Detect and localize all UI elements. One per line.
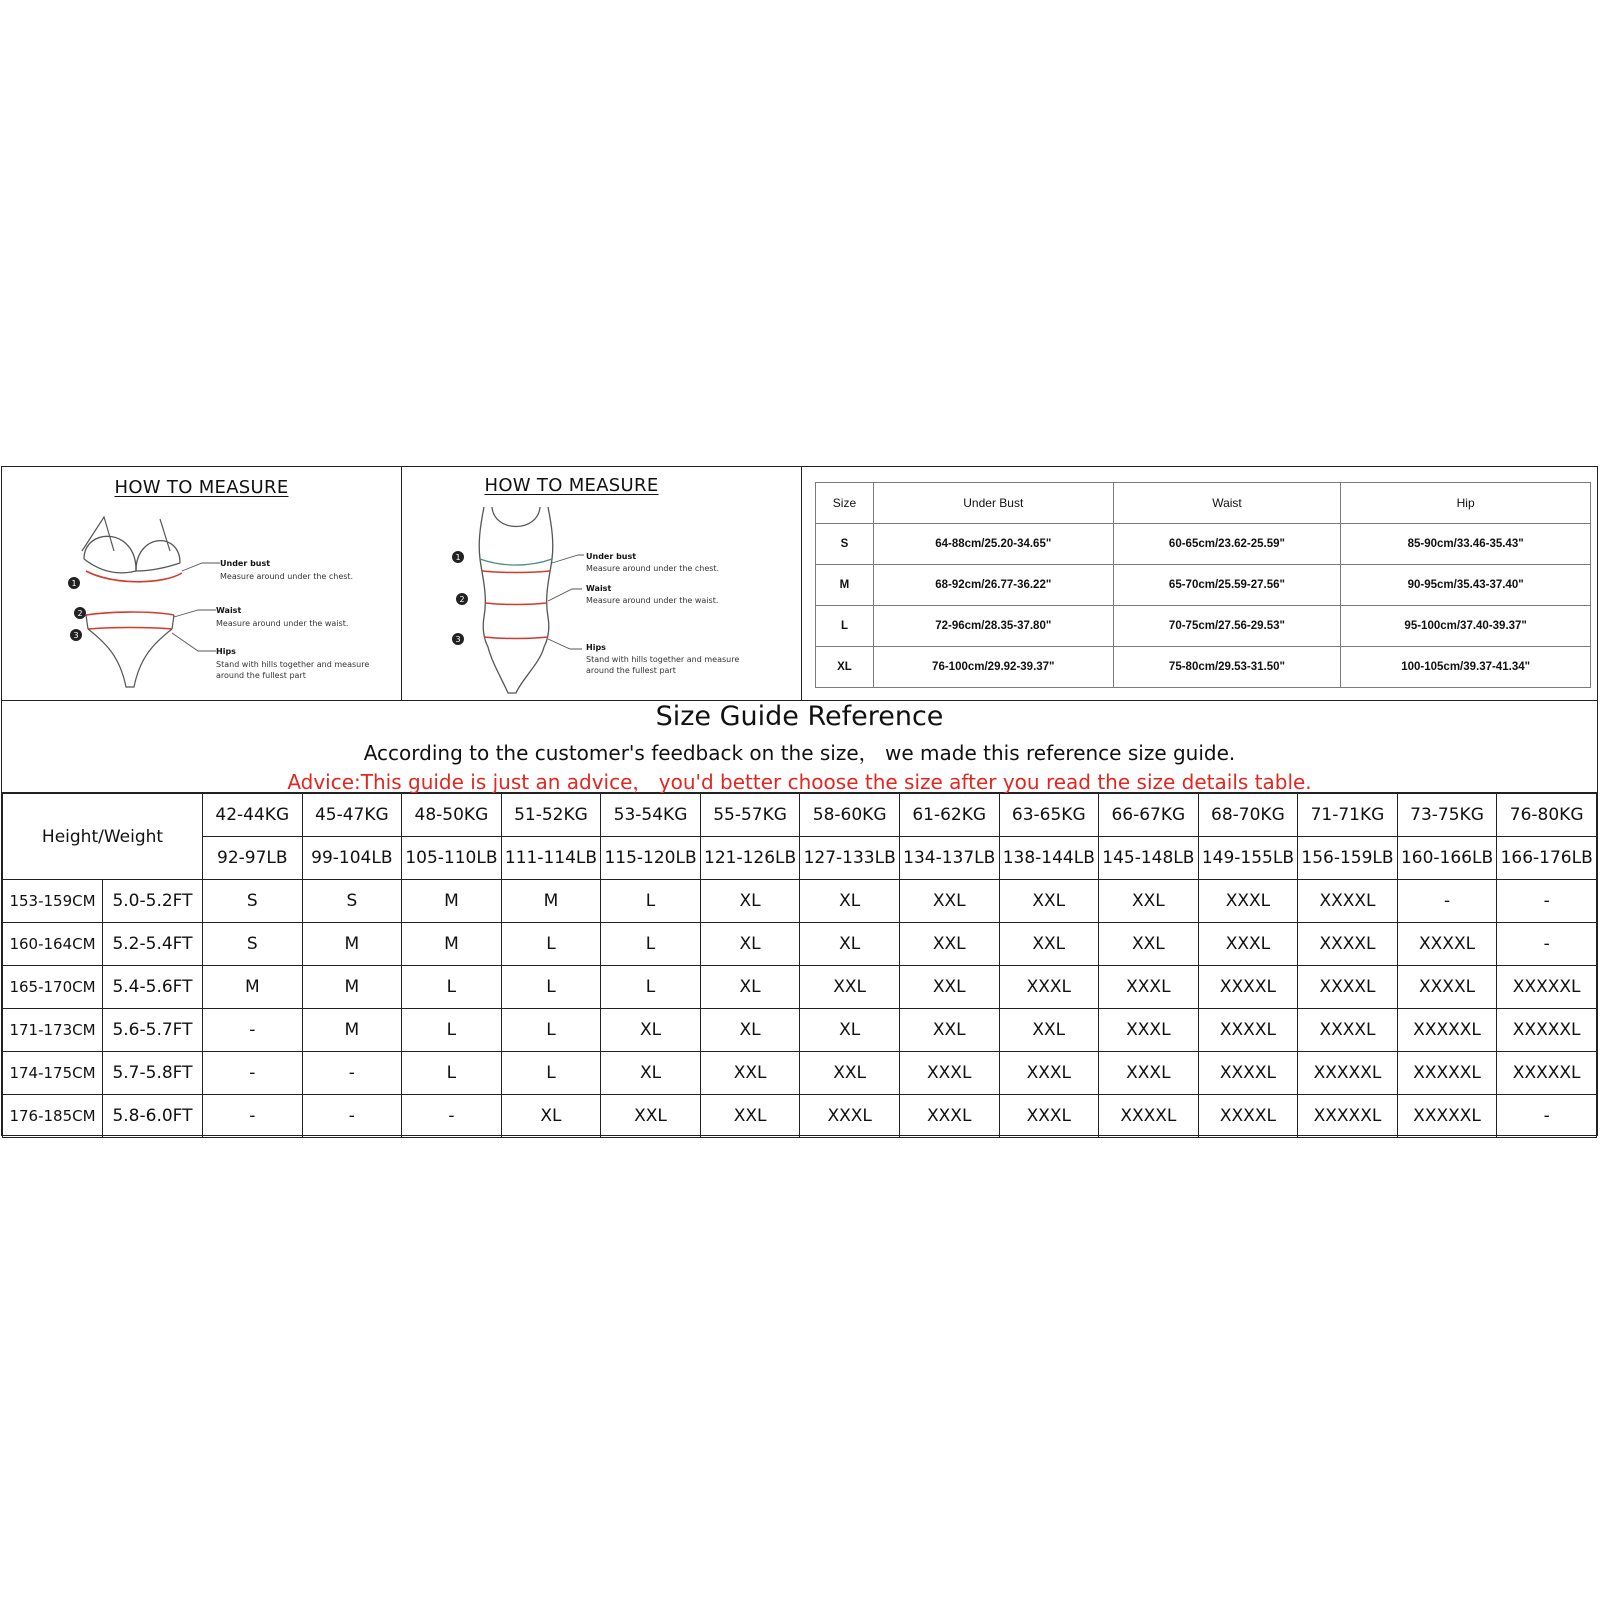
size-cell: - bbox=[203, 1009, 303, 1052]
lb-header-row bbox=[3, 837, 1597, 880]
weight-kg-header: 55-57KG bbox=[700, 794, 800, 837]
note-title: Waist bbox=[586, 584, 612, 593]
size-row bbox=[3, 1052, 1597, 1095]
weight-lb-header: 149-155LB bbox=[1198, 837, 1298, 880]
size-cell: L bbox=[601, 923, 701, 966]
cell: XL bbox=[816, 647, 874, 688]
height-ft: 5.0-5.2FT bbox=[103, 880, 203, 923]
size-cell: XXL bbox=[899, 966, 999, 1009]
size-cell: XXXL bbox=[1099, 1009, 1199, 1052]
size-cell: XXXXXL bbox=[1397, 1009, 1497, 1052]
size-cell: XL bbox=[700, 966, 800, 1009]
reference-advice: Advice:This guide is just an advice， you'd better choose the size after you read the size details table. bbox=[287, 770, 1312, 794]
height-cm: 176-185CM bbox=[3, 1095, 103, 1138]
size-cell: XL bbox=[800, 923, 900, 966]
height-ft: 5.2-5.4FT bbox=[103, 923, 203, 966]
size-cell: M bbox=[302, 1009, 402, 1052]
size-cell: XL bbox=[800, 880, 900, 923]
size-cell: XL bbox=[700, 880, 800, 923]
size-guide-reference-header bbox=[2, 700, 1597, 793]
size-cell: XXL bbox=[899, 1009, 999, 1052]
header-waist: Waist bbox=[1113, 483, 1341, 524]
size-cell: - bbox=[1497, 1095, 1597, 1138]
size-cell: XXL bbox=[800, 966, 900, 1009]
size-cell: XL bbox=[700, 1009, 800, 1052]
size-cell: - bbox=[203, 1052, 303, 1095]
size-cell: - bbox=[1497, 923, 1597, 966]
measurement-row bbox=[816, 565, 1591, 606]
weight-lb-header: 138-144LB bbox=[999, 837, 1099, 880]
reference-title: Size Guide Reference bbox=[655, 701, 944, 732]
cell: 64-88cm/25.20-34.65" bbox=[873, 524, 1113, 565]
size-cell: XXL bbox=[800, 1052, 900, 1095]
note-desc: Stand with hills together and measure bbox=[216, 660, 370, 669]
size-cell: XXXL bbox=[1198, 880, 1298, 923]
size-cell: M bbox=[402, 880, 502, 923]
badge-number: 3 bbox=[73, 631, 79, 640]
weight-lb-header: 134-137LB bbox=[899, 837, 999, 880]
size-cell: XXL bbox=[999, 1009, 1099, 1052]
weight-kg-header: 66-67KG bbox=[1099, 794, 1199, 837]
height-cm: 171-173CM bbox=[3, 1009, 103, 1052]
size-cell: - bbox=[1497, 880, 1597, 923]
size-cell: L bbox=[601, 880, 701, 923]
size-row bbox=[3, 1009, 1597, 1052]
measurement-table bbox=[815, 482, 1591, 688]
weight-lb-header: 145-148LB bbox=[1099, 837, 1199, 880]
size-cell: XXXXL bbox=[1198, 1095, 1298, 1138]
size-cell: XXXXL bbox=[1298, 966, 1398, 1009]
kg-header-row bbox=[3, 794, 1597, 837]
measurement-row bbox=[816, 606, 1591, 647]
cell: L bbox=[816, 606, 874, 647]
size-cell: XXXL bbox=[999, 1095, 1099, 1138]
height-cm: 153-159CM bbox=[3, 880, 103, 923]
size-cell: XXXXL bbox=[1397, 966, 1497, 1009]
note-desc: around the fullest part bbox=[216, 671, 306, 680]
size-cell: XXL bbox=[899, 923, 999, 966]
size-cell: XL bbox=[800, 1009, 900, 1052]
weight-kg-header: 63-65KG bbox=[999, 794, 1099, 837]
size-cell: L bbox=[501, 1009, 601, 1052]
size-cell: XXXXXL bbox=[1497, 966, 1597, 1009]
size-cell: XXXXL bbox=[1298, 1009, 1398, 1052]
height-ft: 5.8-6.0FT bbox=[103, 1095, 203, 1138]
measurement-row bbox=[816, 524, 1591, 565]
size-cell: XXXL bbox=[999, 1052, 1099, 1095]
weight-kg-header: 76-80KG bbox=[1497, 794, 1597, 837]
cell: S bbox=[816, 524, 874, 565]
weight-kg-header: 45-47KG bbox=[302, 794, 402, 837]
height-cm: 165-170CM bbox=[3, 966, 103, 1009]
weight-lb-header: 156-159LB bbox=[1298, 837, 1398, 880]
badge-number: 1 bbox=[71, 579, 77, 588]
size-cell: XXXXXL bbox=[1397, 1095, 1497, 1138]
size-cell: XL bbox=[601, 1009, 701, 1052]
cell: 72-96cm/28.35-37.80" bbox=[873, 606, 1113, 647]
weight-lb-header: 127-133LB bbox=[800, 837, 900, 880]
weight-kg-header: 51-52KG bbox=[501, 794, 601, 837]
size-cell: XXXXL bbox=[1397, 923, 1497, 966]
note-title: Hips bbox=[216, 647, 236, 656]
size-cell: L bbox=[501, 966, 601, 1009]
size-cell: XXL bbox=[700, 1052, 800, 1095]
size-row bbox=[3, 1095, 1597, 1138]
size-cell: XXXXXL bbox=[1298, 1095, 1398, 1138]
size-row bbox=[3, 966, 1597, 1009]
height-ft: 5.6-5.7FT bbox=[103, 1009, 203, 1052]
measurement-header-row bbox=[816, 483, 1591, 524]
size-cell: XXL bbox=[1099, 880, 1199, 923]
weight-lb-header: 105-110LB bbox=[402, 837, 502, 880]
size-cell: XXXL bbox=[1099, 1052, 1199, 1095]
cell: 85-90cm/33.46-35.43" bbox=[1341, 524, 1591, 565]
size-cell: S bbox=[203, 880, 303, 923]
size-cell: XXXL bbox=[1099, 966, 1199, 1009]
weight-kg-header: 61-62KG bbox=[899, 794, 999, 837]
size-cell: L bbox=[501, 923, 601, 966]
weight-kg-header: 71-71KG bbox=[1298, 794, 1398, 837]
header-under-bust: Under Bust bbox=[873, 483, 1113, 524]
weight-kg-header: 68-70KG bbox=[1198, 794, 1298, 837]
weight-lb-header: 166-176LB bbox=[1497, 837, 1597, 880]
size-cell: XXXXL bbox=[1198, 966, 1298, 1009]
size-cell: XXXL bbox=[1198, 923, 1298, 966]
size-cell: XXL bbox=[999, 923, 1099, 966]
size-cell: XXXL bbox=[899, 1052, 999, 1095]
size-row bbox=[3, 923, 1597, 966]
size-cell: XXXXL bbox=[1198, 1052, 1298, 1095]
size-cell: XXL bbox=[700, 1095, 800, 1138]
measurement-row bbox=[816, 647, 1591, 688]
cell: 65-70cm/25.59-27.56" bbox=[1113, 565, 1341, 606]
size-cell: - bbox=[302, 1095, 402, 1138]
size-cell: XXL bbox=[601, 1095, 701, 1138]
cell: 76-100cm/29.92-39.37" bbox=[873, 647, 1113, 688]
size-chart bbox=[1, 466, 1598, 1136]
size-cell: XXXXXL bbox=[1497, 1009, 1597, 1052]
size-cell: XXL bbox=[1099, 923, 1199, 966]
size-cell: - bbox=[402, 1095, 502, 1138]
cell: 68-92cm/26.77-36.22" bbox=[873, 565, 1113, 606]
size-cell: - bbox=[302, 1052, 402, 1095]
cell: M bbox=[816, 565, 874, 606]
note-desc: Measure around under the chest. bbox=[586, 564, 720, 573]
header-hip: Hip bbox=[1341, 483, 1591, 524]
weight-kg-header: 42-44KG bbox=[203, 794, 303, 837]
weight-lb-header: 160-166LB bbox=[1397, 837, 1497, 880]
size-cell: XXXL bbox=[899, 1095, 999, 1138]
size-cell: S bbox=[302, 880, 402, 923]
badge-number: 2 bbox=[77, 609, 83, 618]
height-ft: 5.4-5.6FT bbox=[103, 966, 203, 1009]
how-to-measure-title: HOW TO MEASURE bbox=[484, 475, 659, 496]
size-cell: - bbox=[203, 1095, 303, 1138]
size-cell: XXXXXL bbox=[1497, 1052, 1597, 1095]
size-cell: - bbox=[1397, 880, 1497, 923]
size-cell: XXXXL bbox=[1099, 1095, 1199, 1138]
size-cell: XXL bbox=[899, 880, 999, 923]
weight-lb-header: 111-114LB bbox=[501, 837, 601, 880]
height-cm: 174-175CM bbox=[3, 1052, 103, 1095]
note-desc: around the fullest part bbox=[586, 666, 676, 675]
cell: 90-95cm/35.43-37.40" bbox=[1341, 565, 1591, 606]
reference-subtitle: According to the customer's feedback on the size， we made this reference size guide. bbox=[363, 741, 1236, 765]
height-cm: 160-164CM bbox=[3, 923, 103, 966]
weight-kg-header: 73-75KG bbox=[1397, 794, 1497, 837]
size-row bbox=[3, 880, 1597, 923]
badge-number: 1 bbox=[455, 553, 461, 562]
size-cell: M bbox=[402, 923, 502, 966]
weight-lb-header: 121-126LB bbox=[700, 837, 800, 880]
badge-number: 3 bbox=[455, 635, 461, 644]
how-to-measure-title: HOW TO MEASURE bbox=[114, 477, 289, 498]
note-desc: Measure around under the chest. bbox=[220, 572, 354, 581]
weight-kg-header: 48-50KG bbox=[402, 794, 502, 837]
weight-kg-header: 58-60KG bbox=[800, 794, 900, 837]
how-to-measure-bikini-panel bbox=[2, 467, 402, 700]
size-cell: L bbox=[402, 1009, 502, 1052]
note-title: Under bust bbox=[220, 559, 271, 568]
size-cell: L bbox=[501, 1052, 601, 1095]
how-to-measure-onepiece-panel bbox=[402, 467, 802, 700]
size-cell: XXXXXL bbox=[1397, 1052, 1497, 1095]
measurement-table-panel bbox=[802, 467, 1599, 700]
cell: 75-80cm/29.53-31.50" bbox=[1113, 647, 1341, 688]
cell: 100-105cm/39.37-41.34" bbox=[1341, 647, 1591, 688]
size-cell: M bbox=[203, 966, 303, 1009]
size-cell: XXXXL bbox=[1298, 880, 1398, 923]
cell: 60-65cm/23.62-25.59" bbox=[1113, 524, 1341, 565]
height-weight-size-grid bbox=[2, 793, 1597, 1138]
note-title: Waist bbox=[216, 606, 242, 615]
height-ft: 5.7-5.8FT bbox=[103, 1052, 203, 1095]
size-cell: L bbox=[402, 1052, 502, 1095]
weight-lb-header: 92-97LB bbox=[203, 837, 303, 880]
note-title: Under bust bbox=[586, 552, 637, 561]
size-cell: M bbox=[501, 880, 601, 923]
size-cell: XL bbox=[700, 923, 800, 966]
size-cell: XL bbox=[601, 1052, 701, 1095]
weight-kg-header: 53-54KG bbox=[601, 794, 701, 837]
weight-lb-header: 99-104LB bbox=[302, 837, 402, 880]
note-desc: Measure around under the waist. bbox=[586, 596, 719, 605]
size-cell: XXL bbox=[999, 880, 1099, 923]
note-desc: Measure around under the waist. bbox=[216, 619, 349, 628]
size-cell: XXXXXL bbox=[1298, 1052, 1398, 1095]
weight-lb-header: 115-120LB bbox=[601, 837, 701, 880]
note-title: Hips bbox=[586, 643, 606, 652]
size-cell: XXXXL bbox=[1198, 1009, 1298, 1052]
size-cell: L bbox=[601, 966, 701, 1009]
size-cell: XXXL bbox=[999, 966, 1099, 1009]
size-cell: S bbox=[203, 923, 303, 966]
size-cell: M bbox=[302, 923, 402, 966]
size-cell: XL bbox=[501, 1095, 601, 1138]
size-cell: L bbox=[402, 966, 502, 1009]
note-desc: Stand with hills together and measure bbox=[586, 655, 740, 664]
badge-number: 2 bbox=[459, 595, 465, 604]
size-cell: XXXL bbox=[800, 1095, 900, 1138]
size-cell: M bbox=[302, 966, 402, 1009]
cell: 70-75cm/27.56-29.53" bbox=[1113, 606, 1341, 647]
height-weight-corner-label: Height/Weight bbox=[3, 794, 203, 880]
cell: 95-100cm/37.40-39.37" bbox=[1341, 606, 1591, 647]
header-size: Size bbox=[816, 483, 874, 524]
size-cell: XXXXL bbox=[1298, 923, 1398, 966]
